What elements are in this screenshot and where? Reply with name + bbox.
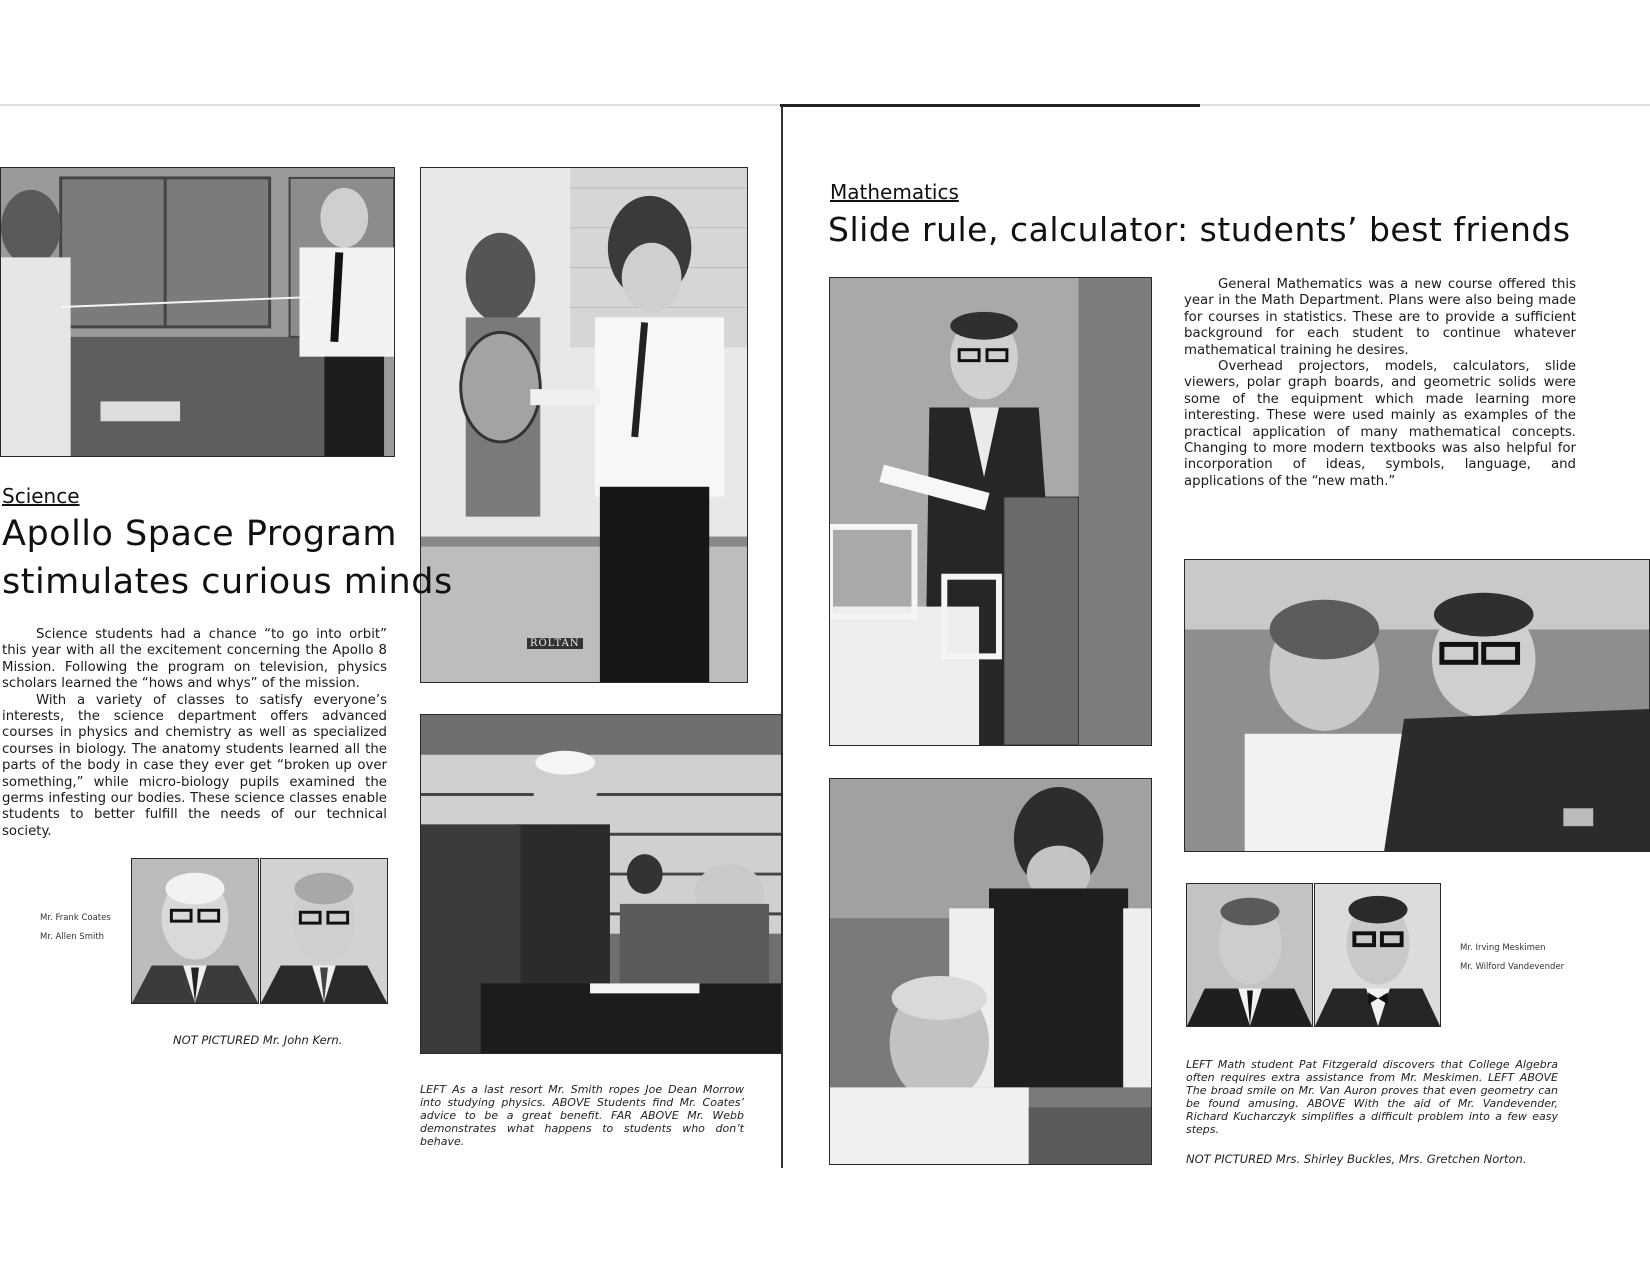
mathematics-caption: LEFT Math student Pat Fitzgerald discovers that College Algebra often requires extra assistance from Mr. Meskimen. LEFT ABOVE The broad smile on Mr. Van Auron proves that even geometry can be found amusing. ABOVE With the aid of Mr. Vandevender, Richard Kucharczyk simplifies a difficult problem into a few easy steps. [1186, 1058, 1558, 1136]
mathematics-paragraph: General Mathematics was a new course offered this year in the Math Department. Plans were also being made for courses in statistics. These are to provide a sufficient background for each student to continue whatever mathematical training he desires. [1184, 277, 1576, 358]
science-body-copy [2, 627, 387, 840]
photo-physics-rope [0, 167, 395, 457]
mathematics-not-pictured: NOT PICTURED Mrs. Shirley Buckles, Mrs. Gretchen Norton. [1186, 1152, 1527, 1166]
science-headline-line2: stimulates curious minds [2, 562, 453, 602]
faculty-name-meskimen: Mr. Irving Meskimen [1460, 943, 1546, 953]
photo-anatomy-model [420, 167, 748, 683]
portrait-allen-smith [260, 858, 388, 1004]
photo-student-assistance [1184, 559, 1650, 852]
science-not-pictured: NOT PICTURED Mr. John Kern. [173, 1033, 343, 1047]
mathematics-body-copy [1184, 277, 1576, 490]
mathematics-headline: Slide rule, calculator: students’ best friends [828, 210, 1571, 249]
science-caption: LEFT As a last resort Mr. Smith ropes Joe Dean Morrow into studying physics. ABOVE Students find Mr. Coates’ advice to be a great benefit. FAR ABOVE Mr. Webb demonstrates what happens to students who don’t behave. [420, 1083, 744, 1148]
anatomy-model-label: ROLTAN [527, 638, 583, 649]
science-paragraph: Science students had a chance “to go into orbit” this year with all the excitement concerning the Apollo 8 Mission. Following the program on television, physics scholars learned the “hows and whys” of the mission. [2, 627, 387, 692]
page-top-rule-dark [780, 104, 1200, 107]
portrait-irving-meskimen [1186, 883, 1313, 1027]
section-label-science: Science [2, 484, 80, 508]
photo-math-students-desk [829, 778, 1152, 1165]
portrait-frank-coates [131, 858, 259, 1004]
science-paragraph: With a variety of classes to satisfy everyone’s interests, the science department offers advanced courses in physics and chemistry as well as specialized courses in biology. The anatomy students learned all the parts of the body in case they ever get “broken up over something,” while micro-biology pupils examined the germs infesting our bodies. These science classes enable students to better fulfill the needs of our technical society. [2, 692, 387, 839]
faculty-name-vandevender: Mr. Wilford Vandevender [1460, 962, 1565, 972]
faculty-name-smith: Mr. Allen Smith [40, 932, 105, 942]
photo-teacher-reading [829, 277, 1152, 746]
faculty-name-coates: Mr. Frank Coates [40, 913, 111, 923]
portrait-wilford-vandevender [1314, 883, 1441, 1027]
section-label-mathematics: Mathematics [830, 180, 959, 204]
photo-students-library [420, 714, 782, 1054]
science-headline-line1: Apollo Space Program [2, 514, 398, 554]
mathematics-paragraph: Overhead projectors, models, calculators, slide viewers, polar graph boards, and geometric solids were some of the equipment which made learning more interesting. These were used mainly as examples of the practical application of many mathematical concepts. Changing to more modern textbooks was also helpful for incorporation of ideas, symbols, language, and applications of the “new math.” [1184, 359, 1576, 489]
